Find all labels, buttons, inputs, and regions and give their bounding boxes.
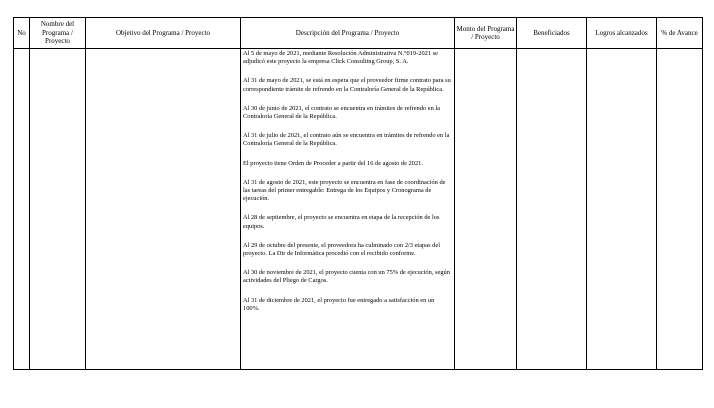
desc-paragraph-4: Al 31 de julio de 2021, el contrato aún se encuentra en trámites de refrendo en la Contraloría General de la República.	[243, 132, 450, 148]
header-avance: % de Avance	[657, 18, 703, 49]
header-no: No	[14, 18, 30, 49]
cell-descripcion	[241, 49, 455, 370]
cell-nombre	[30, 49, 86, 370]
header-logros: Logros alcanzados	[587, 18, 657, 49]
desc-paragraph-5: El proyecto tiene Orden de Proceder a partir del 16 de agosto de 2021.	[243, 159, 423, 167]
header-beneficiados: Beneficiados	[517, 18, 587, 49]
program-table	[13, 17, 703, 370]
cell-logros	[587, 49, 657, 370]
header-row	[14, 18, 703, 49]
cell-monto	[455, 49, 517, 370]
header-monto: Monto del Programa / Proyecto	[455, 18, 517, 49]
table-row	[14, 49, 703, 370]
cell-beneficiados	[517, 49, 587, 370]
desc-paragraph-7: Al 28 de septiembre, el proyecto se encuentra en etapa de la recepción de los equipos.	[243, 214, 440, 230]
desc-paragraph-9: Al 30 de noviembre de 2021, el proyecto cuenta con un 75% de ejecución, según actividades del Pliego de Cargos.	[243, 269, 450, 285]
desc-paragraph-3: Al 30 de junio de 2021, el contrato se encuentra en trámites de refrendo en la Contraloría General de la República.	[243, 104, 440, 121]
desc-paragraph-10: Al 31 de diciembre de 2021, el proyecto fue entregado a satisfacción en un 100%.	[243, 296, 435, 312]
header-objetivo: Objetivo del Programa / Proyecto	[86, 18, 241, 49]
desc-paragraph-8: Al 29 de octubre del presente, el proveedora ha culminado con 2/3 etapas del proyecto. La Dir de Informática procedió con el recibido conforme.	[243, 241, 440, 258]
cell-no	[14, 49, 30, 370]
cell-avance	[657, 49, 703, 370]
desc-paragraph-2: Al 31 de mayo de 2021, se está en espera que el proveedor firme contrato para su correspondiente trámite de refrendo en la Contraloría General de la República.	[243, 77, 451, 93]
desc-paragraph-6: Al 31 de agosto de 2021, este proyecto se encuentra en fase de coordinación de las tareas del primer entregable: Entrega de los Equipos y Cronograma de ejecución.	[243, 178, 446, 203]
desc-paragraph-1: Al 5 de mayo de 2021, mediante Resolución Administrativa N.°019-2021 se adjudicó este proyecto la empresa Click Consulting Group, S. A.	[243, 50, 438, 66]
header-nombre: Nombre del Programa / Proyecto	[30, 18, 86, 49]
cell-objetivo	[86, 49, 241, 370]
header-descripcion: Descripción del Programa / Proyecto	[241, 18, 455, 49]
